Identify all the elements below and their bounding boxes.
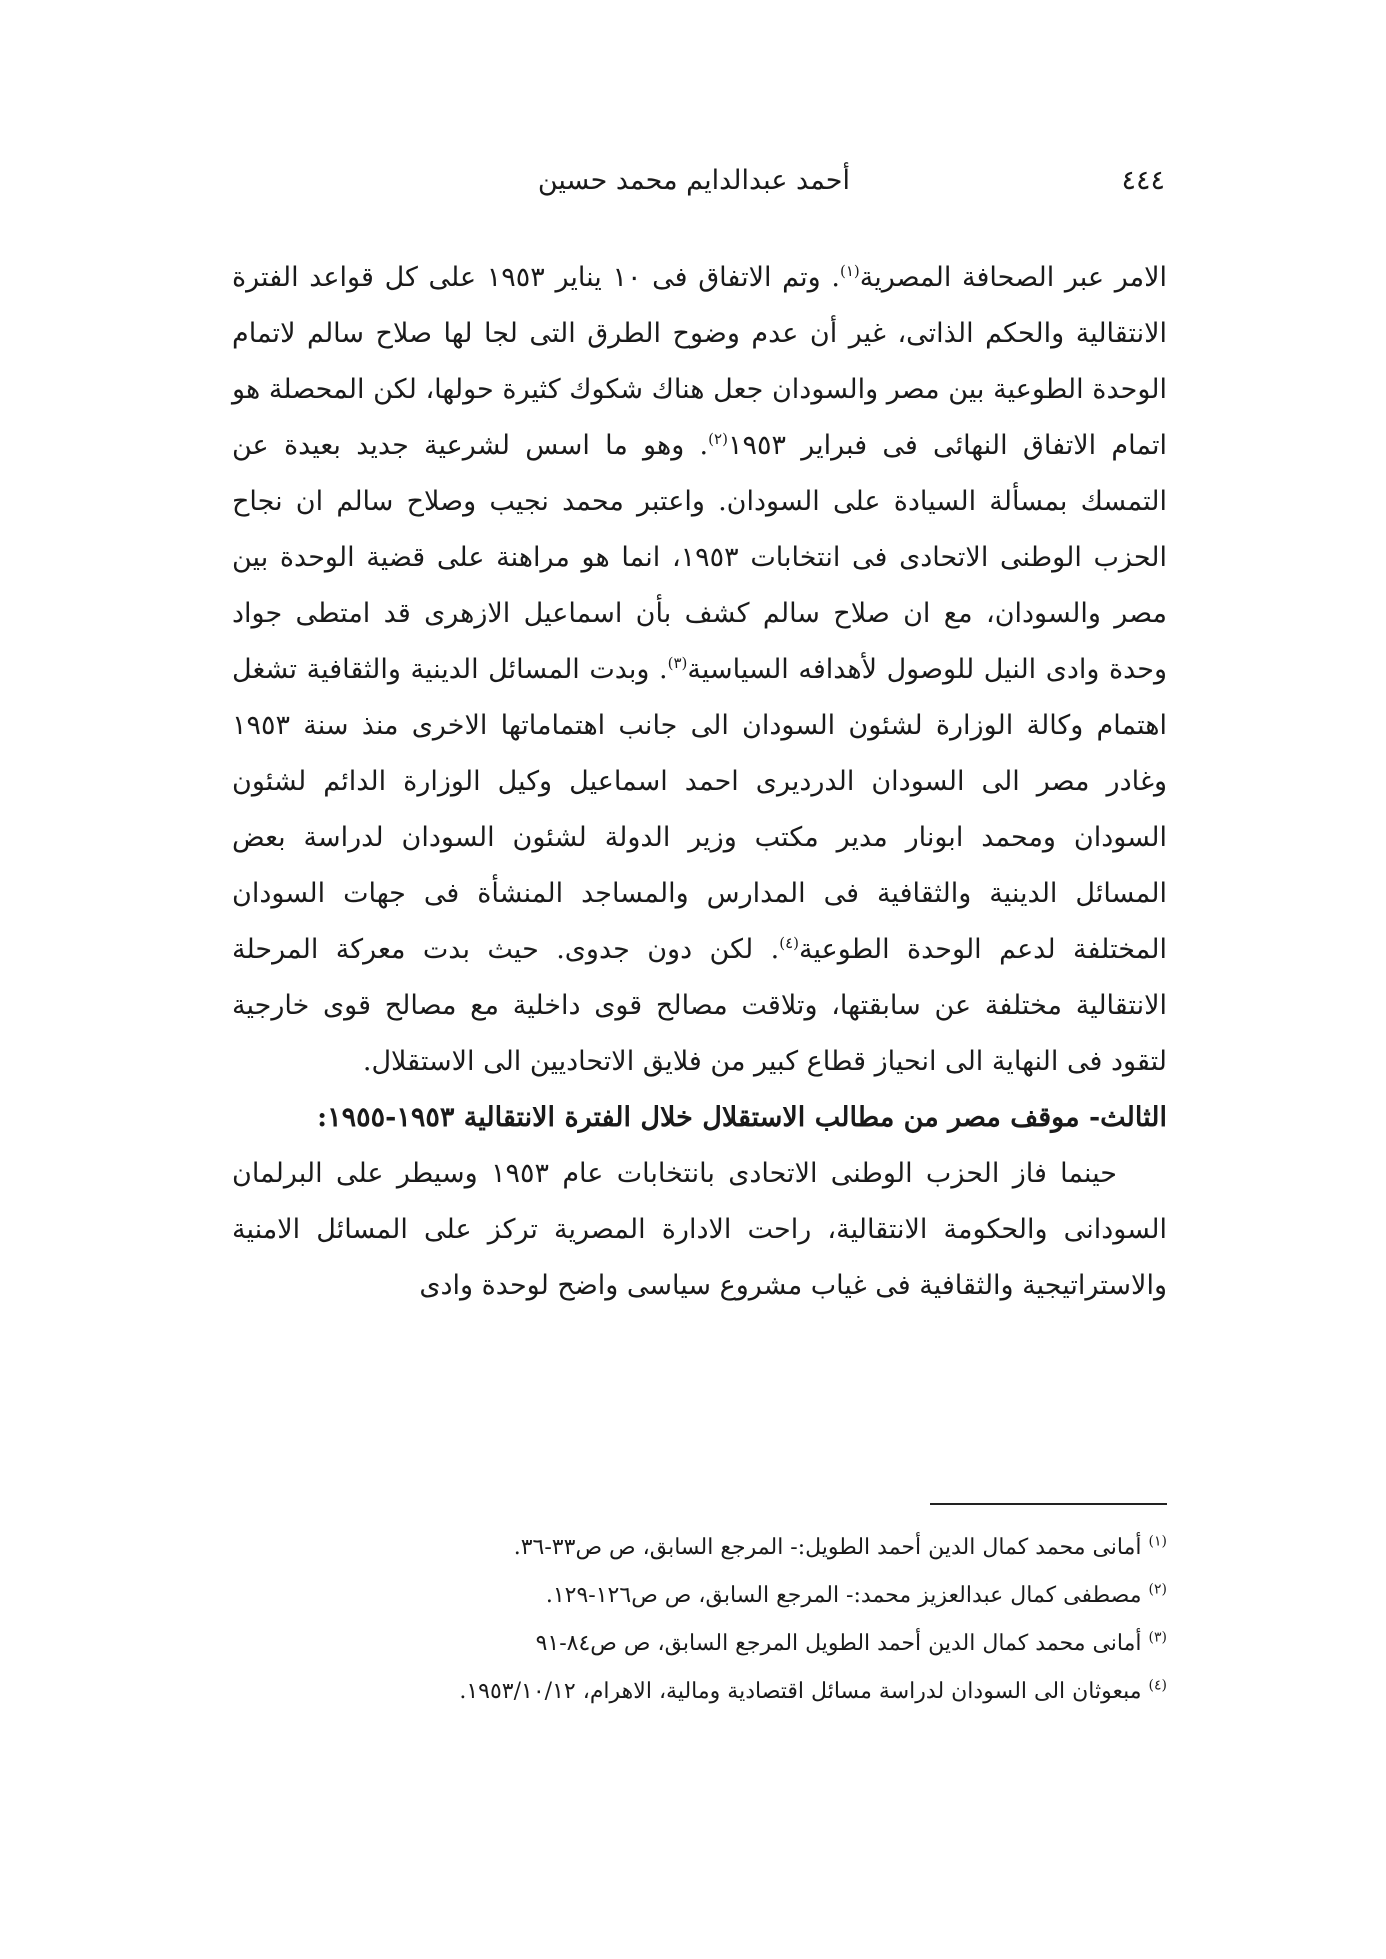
paragraph-1-part-b: . وتم الاتفاق فى ١٠ يناير ١٩٥٣ على كل قواعد الفترة الانتقالية والحكم الذاتى، غير أن عدم وضوح الطرق التى لجا لها صلاح سالم لاتمام الوحدة الطوعية بين مصر والسودان جعل هناك شكوك كثيرة حولها، لكن المحصلة هو اتمام الاتفاق النهائى فى فبراير ١٩٥٣ <box>232 262 1167 461</box>
footnote-3 <box>232 1620 1167 1668</box>
paragraph-1-part-a: الامر عبر الصحافة المصرية <box>859 262 1167 293</box>
footnote-ref-1: (١) <box>839 262 860 280</box>
footnote-divider <box>930 1503 1167 1505</box>
footnote-2 <box>232 1572 1167 1620</box>
footnote-3-text: أمانى محمد كمال الدين أحمد الطويل المرجع السابق، ص ص٨٤-٩١ <box>535 1631 1142 1656</box>
paragraph-1-part-c: . وهو ما اسس لشرعية جديد بعيدة عن التمسك بمسألة السيادة على السودان. واعتبر محمد نجيب وصلاح سالم ان نجاح الحزب الوطنى الاتحادى فى انتخابات ١٩٥٣، انما هو مراهنة على قضية الوحدة بين مصر والسودان، مع ان صلاح سالم كشف بأن اسماعيل الازهرى قد امتطى جواد وحدة وادى النيل للوصول لأهدافه السياسية <box>232 430 1167 685</box>
footnote-1-mark: (١) <box>1148 1533 1167 1550</box>
page-header <box>230 165 1165 215</box>
footnote-4 <box>232 1668 1167 1716</box>
footnotes <box>232 1524 1167 1716</box>
footnote-ref-2: (٢) <box>708 430 728 448</box>
footnote-2-text: مصطفى كمال عبدالعزيز محمد:- المرجع السابق، ص ص١٢٦-١٢٩. <box>545 1583 1142 1608</box>
footnote-2-mark: (٢) <box>1148 1581 1167 1598</box>
section-heading: الثالث- موقف مصر من مطالب الاستقلال خلال الفترة الانتقالية ١٩٥٣-١٩٥٥: <box>317 1102 1167 1133</box>
footnote-1-text: أمانى محمد كمال الدين أحمد الطويل:- المرجع السابق، ص ص٣٣-٣٦. <box>513 1535 1142 1560</box>
paragraph-2: حينما فاز الحزب الوطنى الاتحادى بانتخابات عام ١٩٥٣ وسيطر على البرلمان السودانى والحكومة الانتقالية، راحت الادارة المصرية تركز على المسائل الامنية والاستراتيجية والثقافية فى غياب مشروع سياسى واضح لوحدة وادى <box>232 1158 1167 1301</box>
footnote-4-text: مبعوثان الى السودان لدراسة مسائل اقتصادية ومالية، الاهرام، ١٩٥٣/١٠/١٢. <box>459 1679 1142 1704</box>
footnote-ref-3: (٣) <box>667 654 688 672</box>
footnote-1 <box>232 1524 1167 1572</box>
paragraph-1-part-e: . لكن دون جدوى. حيث بدت معركة المرحلة الانتقالية مختلفة عن سابقتها، وتلاقت مصالح قوى داخلية مع مصالح قوى خارجية لتقود فى النهاية الى انحياز قطاع كبير من فلايق الاتحاديين الى الاستقلال. <box>232 934 1167 1077</box>
paragraph-1 <box>232 250 1167 1090</box>
paragraph-1-part-d: . وبدت المسائل الدينية والثقافية تشغل اهتمام وكالة الوزارة لشئون السودان الى جانب اهتماماتها الاخرى منذ سنة ١٩٥٣ وغادر مصر الى السودان الدرديرى احمد اسماعيل وكيل الوزارة الدائم لشئون السودان ومحمد ابونار مدير مكتب وزير الدولة لشئون السودان لدراسة بعض المسائل الدينية والثقافية فى المدارس والمساجد المنشأة فى جهات السودان المختلفة لدعم الوحدة الطوعية <box>232 654 1167 965</box>
page-number: ٤٤٤ <box>1121 165 1165 196</box>
footnote-ref-4: (٤) <box>779 934 800 952</box>
running-title: أحمد عبدالدايم محمد حسين <box>537 165 850 196</box>
footnote-3-mark: (٣) <box>1148 1629 1167 1646</box>
body-text <box>232 250 1167 1314</box>
footnote-4-mark: (٤) <box>1148 1677 1167 1694</box>
